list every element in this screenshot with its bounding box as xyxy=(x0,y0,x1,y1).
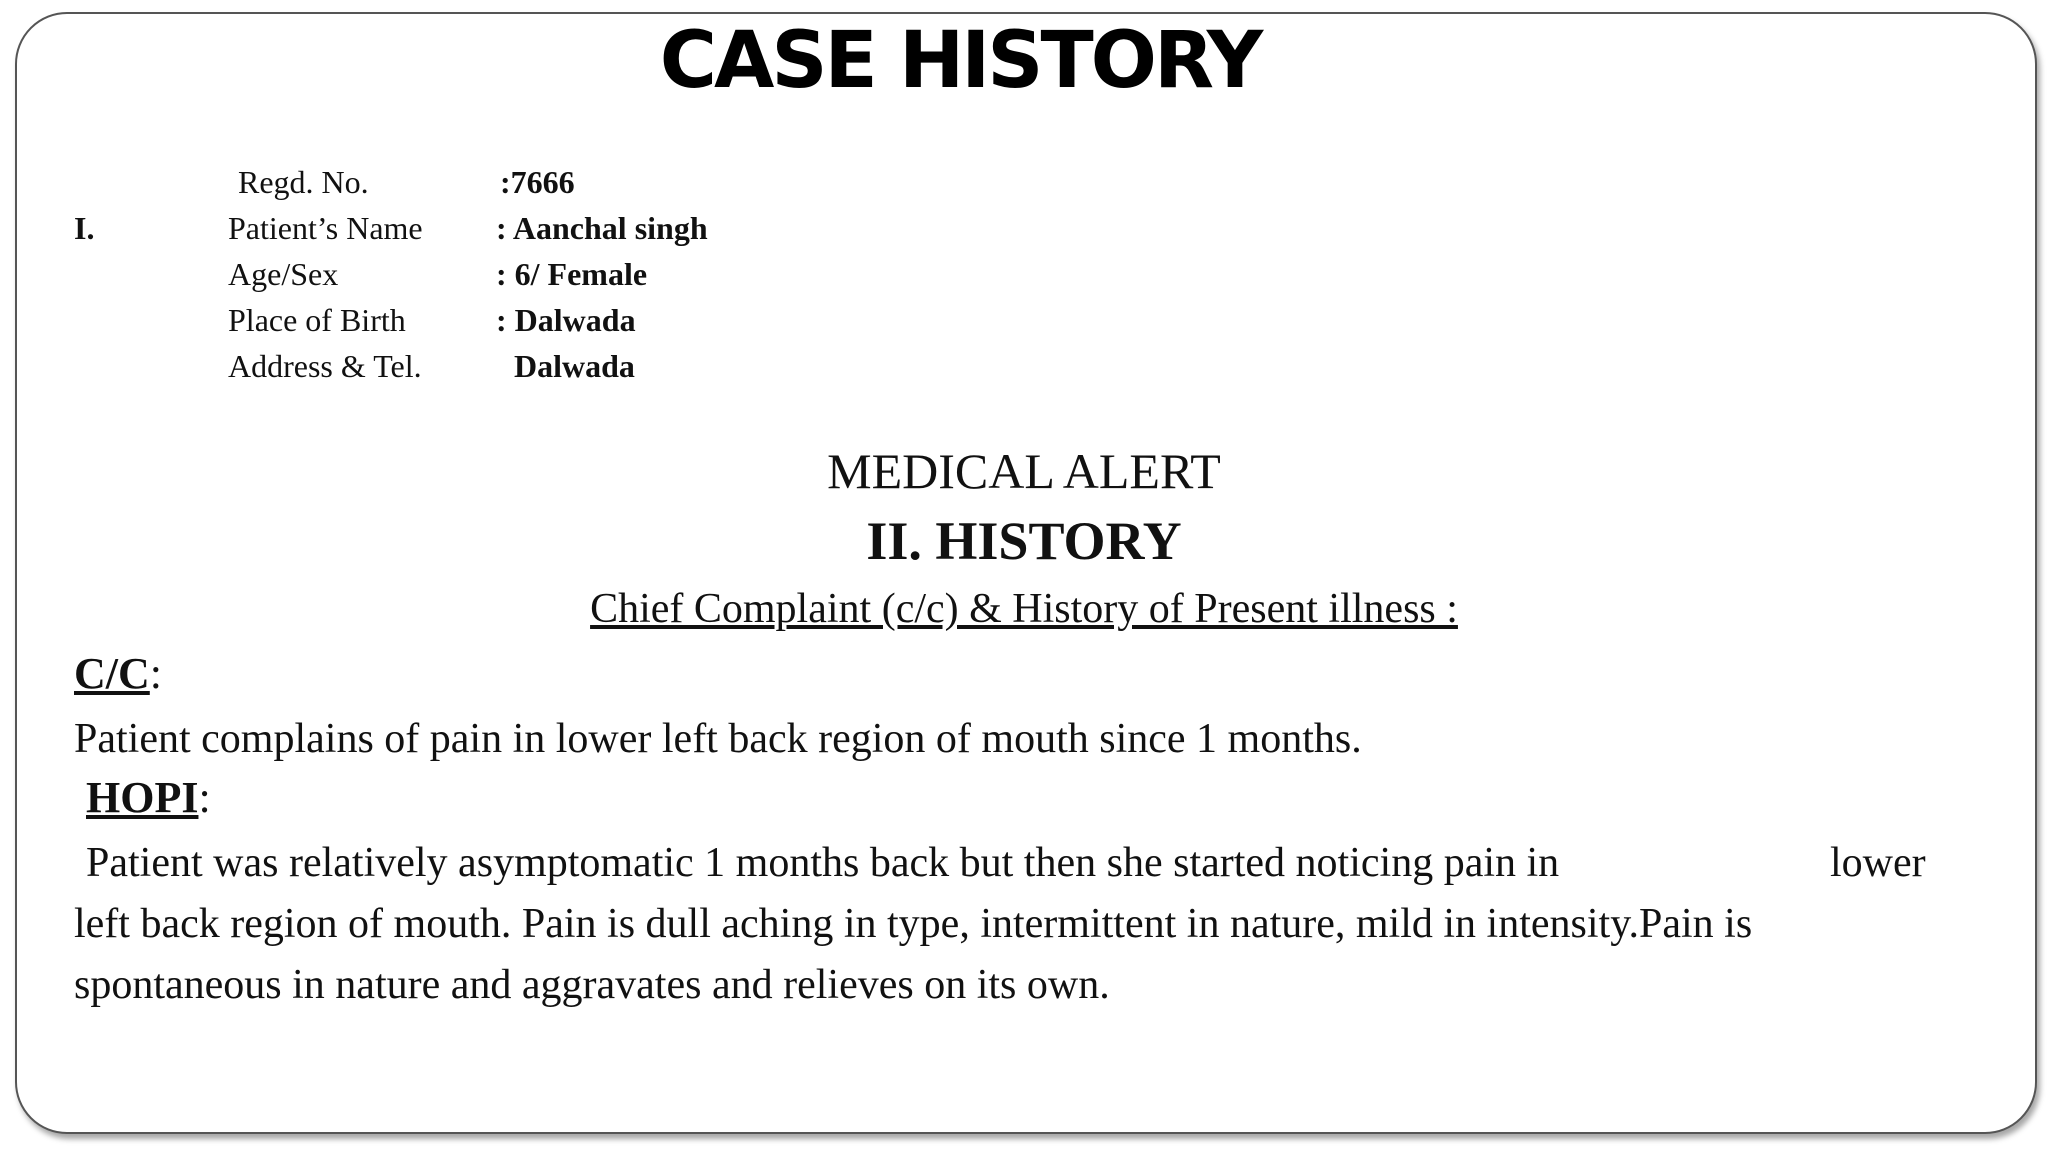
hopi-label-colon: : xyxy=(198,773,211,822)
page-title: CASE HISTORY xyxy=(659,16,1261,106)
info-label-patient-name: Patient’s Name xyxy=(228,210,423,246)
hopi-label xyxy=(86,773,211,822)
cc-text: Patient complains of pain in lower left back region of mouth since 1 months. xyxy=(74,716,1362,762)
hopi-line-3: spontaneous in nature and aggravates and relieves on its own. xyxy=(74,962,1110,1008)
info-value-address: Dalwada xyxy=(514,348,635,384)
info-value-place-of-birth: : Dalwada xyxy=(496,302,636,338)
info-row-place-of-birth xyxy=(228,298,728,342)
section-one-marker: I. xyxy=(74,210,95,246)
hopi-label-text: HOPI xyxy=(86,773,199,822)
hopi-line-2: left back region of mouth. Pain is dull aching in type, intermittent in nature, mild in intensity.Pain is xyxy=(74,901,1753,947)
info-value-regd-no: :7666 xyxy=(500,164,575,200)
info-value-patient-name: : Aanchal singh xyxy=(496,210,708,246)
info-row-age-sex xyxy=(228,252,728,296)
cc-label xyxy=(74,649,163,698)
info-row-regd-no xyxy=(238,160,738,204)
history-heading: II. HISTORY xyxy=(866,511,1182,571)
info-row-address xyxy=(228,344,728,388)
info-label-regd-no: Regd. No. xyxy=(238,164,369,200)
hopi-line-1-end: lower xyxy=(1830,840,1926,886)
chief-complaint-heading: Chief Complaint (c/c) & History of Present illness : xyxy=(590,586,1458,632)
info-label-address: Address & Tel. xyxy=(228,348,422,384)
info-label-place-of-birth: Place of Birth xyxy=(228,302,406,338)
hopi-line-1: Patient was relatively asymptomatic 1 months back but then she started noticing pain in xyxy=(86,840,1560,886)
medical-alert-heading: MEDICAL ALERT xyxy=(827,443,1221,499)
info-row-patient-name xyxy=(228,206,788,250)
info-label-age-sex: Age/Sex xyxy=(228,256,339,292)
cc-label-text: C/C xyxy=(74,649,150,698)
info-value-age-sex: : 6/ Female xyxy=(496,256,648,292)
cc-label-colon: : xyxy=(149,649,163,698)
